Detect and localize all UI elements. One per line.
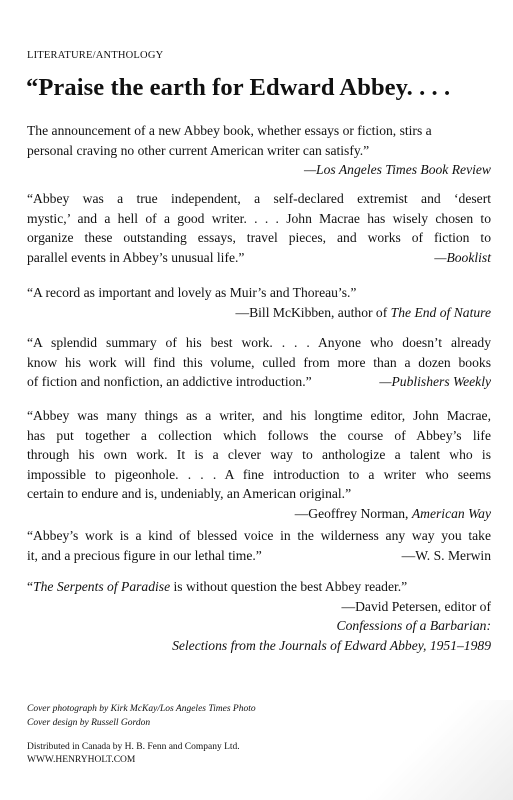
attribution-title: The End of Nature xyxy=(390,304,491,320)
quote-line: “Abbey was many things as a writer, and his longtime editor, John Macrae, xyxy=(27,408,491,423)
quote-line: through his own work. It is a clever way to anthologize a talent who is xyxy=(27,447,491,462)
quote-attribution xyxy=(27,303,491,323)
quote-attribution xyxy=(27,504,491,524)
quote-la-times xyxy=(27,121,491,180)
attribution-name: —Bill McKibben, author of xyxy=(235,304,391,320)
quote-line: of fiction and nonfiction, an addictive introduction.” xyxy=(27,374,312,389)
quote-attribution: —Los Angeles Times Book Review xyxy=(303,162,491,177)
quote-line: “A splendid summary of his best work. . . . Anyone who doesn’t already xyxy=(27,335,491,350)
quote-merwin xyxy=(27,526,491,565)
headline: “Praise the earth for Edward Abbey. . . . xyxy=(26,74,451,101)
quote-line: has put together a collection which follows the course of Abbey’s life xyxy=(27,427,491,443)
quote-line: “Abbey was a true independent, a self-declared extremist and ‘desert xyxy=(27,191,491,206)
distributor-line: Distributed in Canada by H. B. Fenn and Company Ltd. xyxy=(27,742,240,752)
category-label: LITERATURE/ANTHOLOGY xyxy=(27,50,164,61)
quote-booklist xyxy=(27,189,491,267)
quote-line: organize these outstanding essays, travel pieces, and works of fiction to xyxy=(27,230,491,245)
quote-line: parallel events in Abbey’s unusual life.” xyxy=(27,249,245,265)
design-credit: Cover design by Russell Gordon xyxy=(27,717,151,728)
cover-credits xyxy=(27,703,256,730)
quote-last-row xyxy=(27,248,491,268)
quote-attribution: —Booklist xyxy=(434,249,491,265)
quote-line: “The Serpents of Paradise is without question the best Abbey reader.” xyxy=(27,579,408,594)
quote-line: know his work will find this volume, culled from more than a dozen books xyxy=(27,354,491,370)
shadow-corner xyxy=(363,700,513,800)
quote-publishers-weekly xyxy=(27,333,491,392)
quote-line: mystic,’ and a hell of a good writer. . . . John Macrae has wisely chosen to xyxy=(27,210,491,226)
photo-credit: Cover photograph by Kirk McKay/Los Angeles Times Photo xyxy=(27,704,256,714)
quote-mckibben xyxy=(27,283,491,322)
quote-line: impossible to pigeonhole. . . . A fine introduction to a writer who seems xyxy=(27,466,491,482)
quote-line: it, and a precious figure in our lethal time.” xyxy=(27,547,262,563)
attribution-name: —Geoffrey Norman, xyxy=(294,505,412,521)
quote-last-row xyxy=(27,546,491,566)
quote-last-row xyxy=(27,372,491,392)
book-title: The Serpents of Paradise xyxy=(33,579,171,594)
quote-line: certain to endure and is, undeniably, an American original.” xyxy=(27,486,352,501)
quote-line: The announcement of a new Abbey book, whether essays or fiction, stirs a xyxy=(27,123,432,138)
quote-line: “Abbey’s work is a kind of blessed voice in the wilderness any way you take xyxy=(27,528,491,543)
quote-text: is without question the best Abbey reader.” xyxy=(170,579,408,594)
attribution-title: American Way xyxy=(411,505,491,521)
quote-line: “A record as important and lovely as Muir’s and Thoreau’s.” xyxy=(27,285,357,300)
distribution-info xyxy=(27,741,240,766)
quote-attribution: —W. S. Merwin xyxy=(401,547,491,563)
quote-attribution-book: Selections from the Journals of Edward Abbey, 1951–1989 xyxy=(172,637,491,653)
quote-line: personal craving no other current American writer can satisfy.” xyxy=(27,142,370,158)
quote-attribution-book: Confessions of a Barbarian: xyxy=(336,618,491,633)
quote-attribution: —David Petersen, editor of xyxy=(341,598,491,614)
quote-attribution: —Publishers Weekly xyxy=(379,374,491,389)
website-link: WWW.HENRYHOLT.COM xyxy=(27,754,136,765)
quote-american-way xyxy=(27,406,491,523)
quote-petersen xyxy=(27,577,491,655)
